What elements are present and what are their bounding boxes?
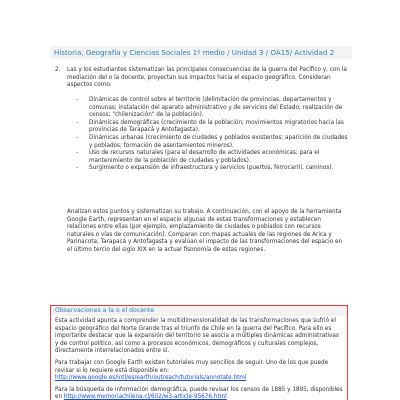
google-earth-text: Para trabajar con Google Earth existen tutoriales muy sencillos de seguir. Uno de los que puede revisar si lo requiere está disponible en: xyxy=(55,359,329,374)
teacher-notes-paragraph: Esta actividad apunta a comprender la multidimensionalidad de las transformaciones que sufrió el espacio geográfico del Norte Grande tras el triunfo de Chile en la guerra del Pacífico. Para ello es importante destacar que la expansión del territorio se asocia a múltiples dinámicas administrativas y de control político, así como a procesos económicos, demográficos y culturales complejos, directamente interrelacionados entre sí. xyxy=(55,318,339,355)
census-text: Para la búsqueda de información demográfica, puede revisar los censos de 1885 y 1895, disponibles en xyxy=(55,386,343,400)
list-item-text: Dinámicas urbanas (crecimiento de ciudades y poblados existentes; aparición de ciudades y poblados; formación de asentamientos mineros). xyxy=(89,134,348,149)
census-link[interactable]: http://www.memoriachilena.cl/602/w3-article-95676.html xyxy=(63,394,227,400)
question-number: 2. xyxy=(55,67,61,73)
bullet-dash: - xyxy=(76,165,79,172)
teacher-notes-paragraph xyxy=(55,387,343,400)
list-item xyxy=(76,97,348,120)
analysis-paragraph: Analizan estos puntos y sistematizan su trabajo. A continuación, con el apoyo de la herramienta Google Earth, representan en el espacio algunas de estas transformaciones y establecen relaciones entre ellas (por ejemplo, emplazamiento de ciudades o poblados con recursos naturales o vías de comunicación). Comparan con mapas actuales de las regiones de Arica y Parinacota, Tarapacá y Antofagasta y evalúan el impacto de las transformaciones del espacio en el último tercio del siglo XIX en la actual fisonomía de estas regiones. xyxy=(67,209,343,253)
page-header: Historia, Geografía y Ciencias Sociales 1º medio / Unidad 3 / OA15/ Actividad 2 xyxy=(50,46,352,59)
list-item-text: Dinámicas demográficas (crecimiento de la población; movimientos migratorios hacia las provincias de Tarapacá y Antofagasta). xyxy=(89,119,344,134)
list-item-text: Uso de recursos naturales (para el desarrollo de actividades económicas; para el mantenimiento de la población de ciudades y poblados). xyxy=(89,150,320,164)
bullet-dash: - xyxy=(76,97,79,103)
bullet-dash: - xyxy=(76,134,79,141)
list-item xyxy=(76,150,348,165)
aspects-list xyxy=(76,97,348,173)
teacher-notes-box xyxy=(50,305,348,400)
list-item-text: Dinámicas de control sobre el territorio (delimitación de provincias, departamentos y comunas; instalación del aparato administrativo y de servicios del Estado; realización de censos; "chilenización" de la población). xyxy=(89,97,343,119)
teacher-notes-paragraph xyxy=(55,360,343,383)
google-earth-tutorial-link[interactable]: http://www.google.es/intl/es/earth/outreach/tutorials/annotate.html xyxy=(55,375,247,382)
list-item xyxy=(76,135,348,150)
bullet-dash: - xyxy=(76,150,79,157)
bullet-dash: - xyxy=(76,119,79,126)
list-item-text: Surgimiento o expansión de infraestructura y servicios (puertos, ferrocarril, caminos). xyxy=(89,165,334,172)
list-item xyxy=(76,120,348,135)
teacher-notes-title: Observaciones a la o el docente xyxy=(51,306,347,316)
teacher-notes-content xyxy=(51,316,347,400)
question-intro: Las y los estudiantes sistematizan las principales consecuencias de la guerra del Pacífico y, con la mediación del o la docente, proyectan sus impactos hacia el espacio geográfico. Consideran aspectos como: xyxy=(67,67,347,89)
list-item xyxy=(76,165,348,173)
